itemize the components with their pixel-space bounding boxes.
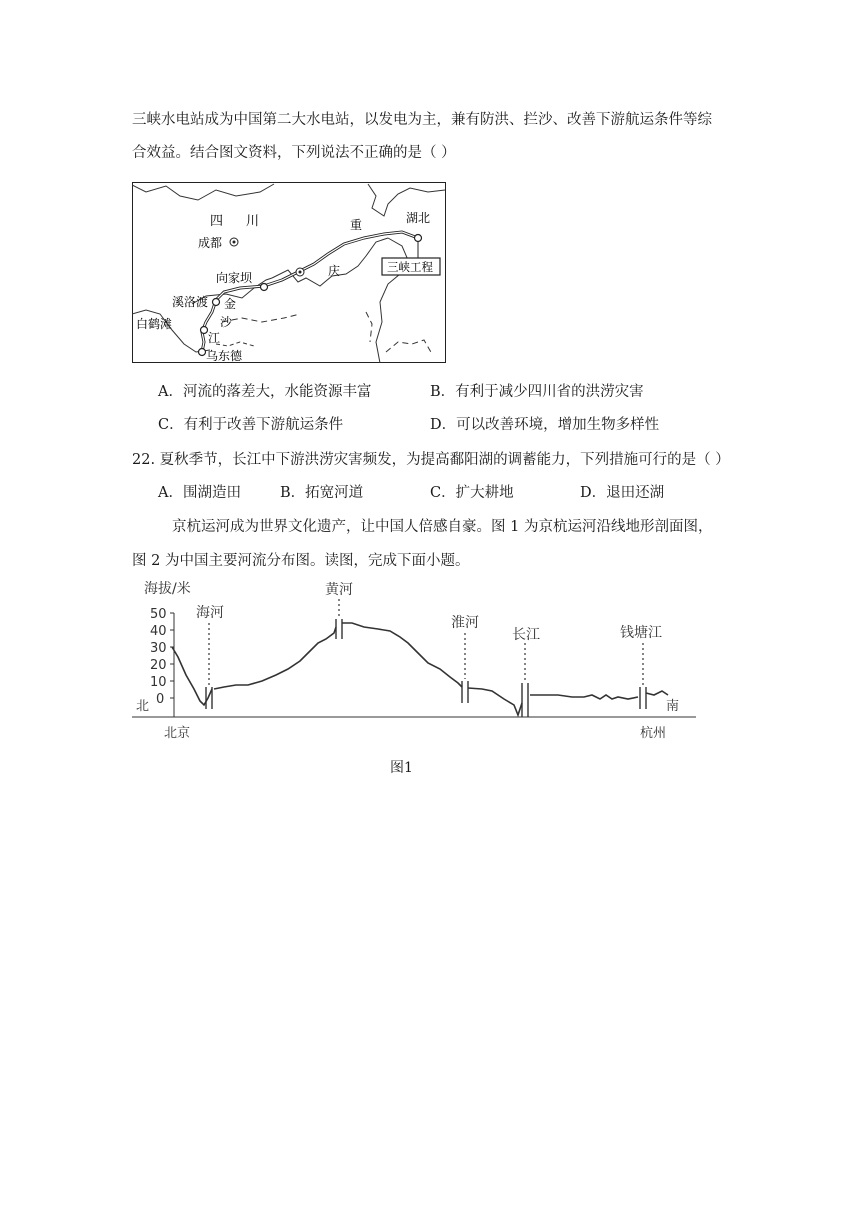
xiangjiaba-dam-marker bbox=[261, 284, 268, 291]
baihetan-dam-marker bbox=[201, 327, 208, 334]
label-hangzhou: 杭州 bbox=[640, 726, 667, 741]
q21-option-d: D．可以改善环境，增加生物多样性 bbox=[430, 417, 660, 433]
three-gorges-map bbox=[132, 182, 446, 363]
ytick-40: 40 bbox=[150, 624, 167, 639]
xiluodu-dam-marker bbox=[213, 299, 220, 306]
sanxia-dam-marker bbox=[415, 235, 422, 242]
ytick-50: 50 bbox=[150, 607, 167, 622]
label-xiangjiaba: 向家坝 bbox=[216, 271, 253, 285]
q22-option-c: C．扩大耕地 bbox=[430, 485, 514, 501]
ytick-30: 30 bbox=[150, 641, 167, 656]
river-huanghe: 黄河 bbox=[325, 582, 353, 598]
label-chong: 重 bbox=[350, 218, 363, 232]
label-sha: 沙 bbox=[220, 315, 233, 329]
label-chengdu: 成都 bbox=[198, 236, 223, 250]
q21-option-a: A．河流的落差大，水能资源丰富 bbox=[158, 384, 372, 400]
label-south: 南 bbox=[666, 699, 680, 714]
canal-terrain-profile bbox=[128, 577, 698, 747]
q21-stem-line2: 合效益。结合图文资料，下列说法不正确的是（ ） bbox=[132, 145, 456, 161]
wudongde-dam-marker bbox=[199, 349, 206, 356]
q22-option-a: A．围湖造田 bbox=[158, 485, 241, 501]
q22-option-b: B．拓宽河道 bbox=[280, 485, 364, 501]
label-baihetan: 白鹤滩 bbox=[136, 317, 173, 331]
label-chuan: 川 bbox=[246, 214, 260, 229]
label-north: 北 bbox=[136, 699, 150, 714]
label-sanxia: 三峡工程 bbox=[387, 260, 433, 274]
ytick-10: 10 bbox=[150, 675, 167, 690]
profile-ylabel: 海拔/米 bbox=[144, 581, 191, 597]
label-hubei: 湖北 bbox=[406, 211, 431, 225]
label-qing: 庆 bbox=[328, 264, 341, 278]
intro-line2: 图 2 为中国主要河流分布图。读图，完成下面小题。 bbox=[132, 553, 470, 569]
river-haihe: 海河 bbox=[196, 605, 224, 621]
label-jin: 金 bbox=[224, 297, 237, 311]
river-qiantangjiang: 钱塘江 bbox=[620, 625, 662, 641]
ytick-0: 0 bbox=[156, 692, 165, 707]
river-huaihe: 淮河 bbox=[451, 615, 479, 631]
q22-option-d: D．退田还湖 bbox=[580, 485, 665, 501]
q21-stem-line1: 三峡水电站成为中国第二大水电站，以发电为主，兼有防洪、拦沙、改善下游航运条件等综 bbox=[132, 112, 712, 128]
label-beijing: 北京 bbox=[164, 726, 191, 741]
q21-option-b: B．有利于减少四川省的洪涝灾害 bbox=[430, 384, 644, 400]
figure1-caption: 图1 bbox=[390, 760, 413, 776]
q22-stem: 22. 夏秋季节，长江中下游洪涝灾害频发，为提高鄱阳湖的调蓄能力，下列措施可行的是（ ） bbox=[132, 452, 730, 468]
q21-option-c: C．有利于改善下游航运条件 bbox=[158, 417, 344, 433]
label-wudongde: 乌东德 bbox=[206, 349, 243, 363]
label-si: 四 bbox=[210, 214, 224, 229]
label-jiang: 江 bbox=[208, 331, 221, 345]
label-xiluodu: 溪洛渡 bbox=[172, 295, 209, 309]
intro-line1: 京杭运河成为世界文化遗产，让中国人倍感自豪。图 1 为京杭运河沿线地形剖面图， bbox=[172, 519, 713, 535]
ytick-20: 20 bbox=[150, 658, 167, 673]
river-changjiang: 长江 bbox=[512, 627, 540, 643]
